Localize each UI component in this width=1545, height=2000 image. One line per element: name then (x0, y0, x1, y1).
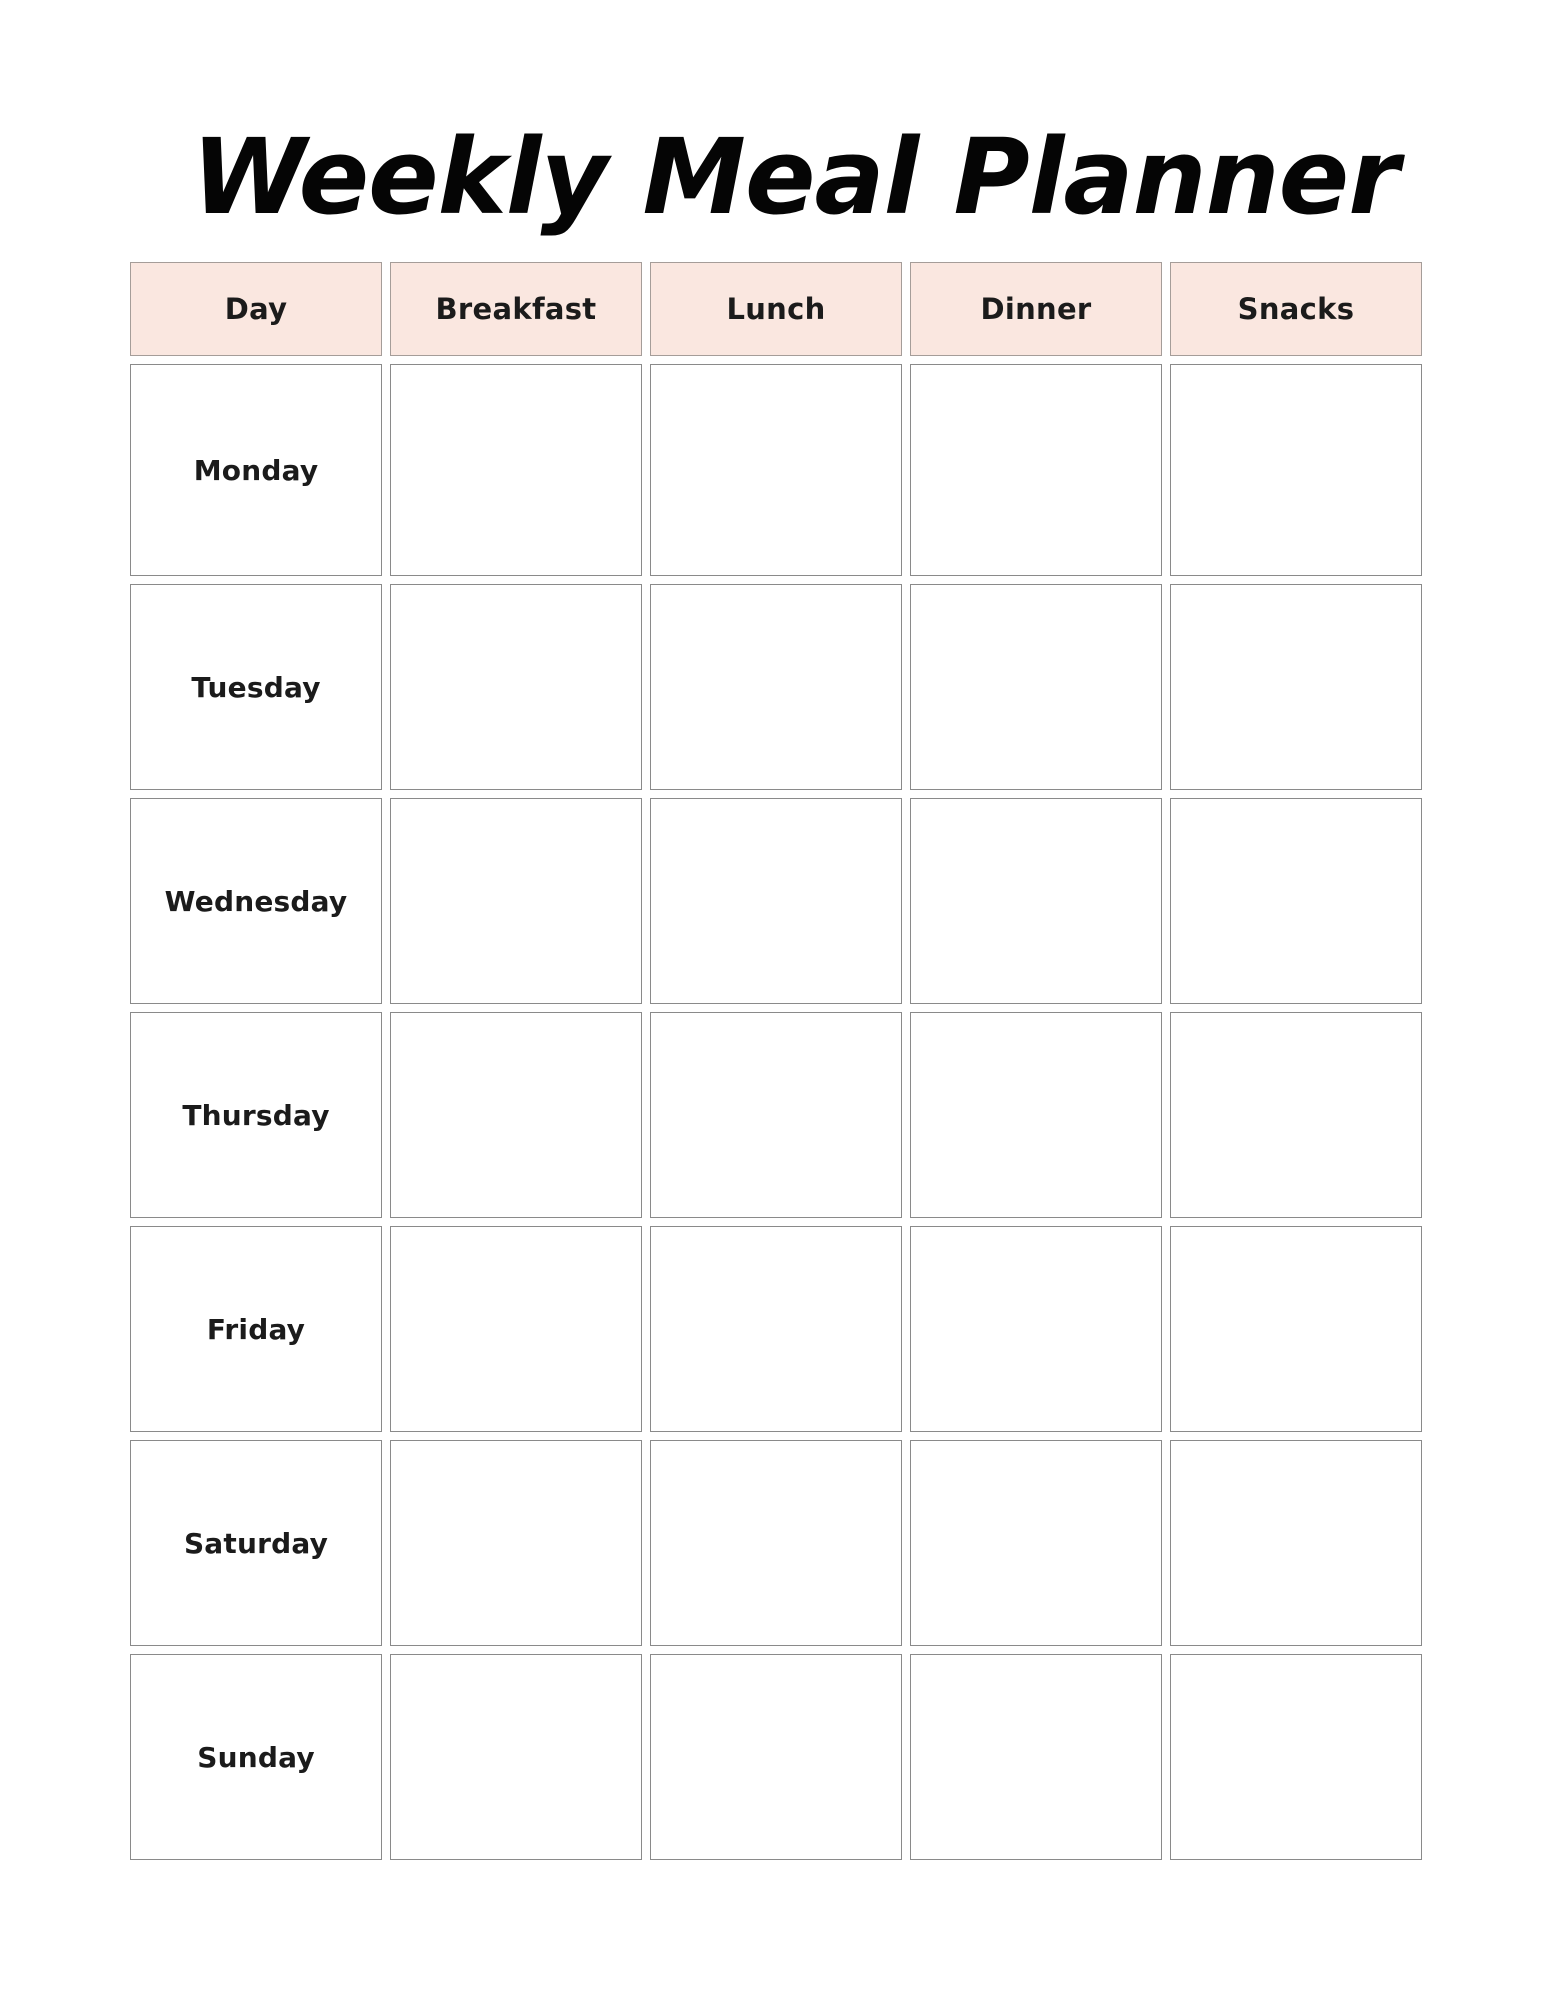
wednesday-dinner-cell[interactable] (910, 798, 1162, 1004)
sunday-dinner-cell[interactable] (910, 1654, 1162, 1860)
saturday-snacks-cell[interactable] (1170, 1440, 1422, 1646)
meal-planner-table (130, 262, 1422, 1860)
saturday-lunch-cell[interactable] (650, 1440, 902, 1646)
thursday-lunch-cell[interactable] (650, 1012, 902, 1218)
friday-dinner-cell[interactable] (910, 1226, 1162, 1432)
day-label-thursday: Thursday (130, 1012, 382, 1218)
wednesday-breakfast-cell[interactable] (390, 798, 642, 1004)
friday-breakfast-cell[interactable] (390, 1226, 642, 1432)
saturday-breakfast-cell[interactable] (390, 1440, 642, 1646)
thursday-breakfast-cell[interactable] (390, 1012, 642, 1218)
sunday-lunch-cell[interactable] (650, 1654, 902, 1860)
day-label-monday: Monday (130, 364, 382, 576)
monday-snacks-cell[interactable] (1170, 364, 1422, 576)
day-label-saturday: Saturday (130, 1440, 382, 1646)
sunday-breakfast-cell[interactable] (390, 1654, 642, 1860)
thursday-snacks-cell[interactable] (1170, 1012, 1422, 1218)
column-header-breakfast: Breakfast (390, 262, 642, 356)
friday-lunch-cell[interactable] (650, 1226, 902, 1432)
day-label-sunday: Sunday (130, 1654, 382, 1860)
tuesday-lunch-cell[interactable] (650, 584, 902, 790)
day-label-friday: Friday (130, 1226, 382, 1432)
wednesday-snacks-cell[interactable] (1170, 798, 1422, 1004)
tuesday-dinner-cell[interactable] (910, 584, 1162, 790)
column-header-lunch: Lunch (650, 262, 902, 356)
monday-breakfast-cell[interactable] (390, 364, 642, 576)
wednesday-lunch-cell[interactable] (650, 798, 902, 1004)
page-title: Weekly Meal Planner (191, 116, 1399, 238)
thursday-dinner-cell[interactable] (910, 1012, 1162, 1218)
sunday-snacks-cell[interactable] (1170, 1654, 1422, 1860)
monday-dinner-cell[interactable] (910, 364, 1162, 576)
column-header-dinner: Dinner (910, 262, 1162, 356)
column-header-snacks: Snacks (1170, 262, 1422, 356)
column-header-day: Day (130, 262, 382, 356)
monday-lunch-cell[interactable] (650, 364, 902, 576)
day-label-tuesday: Tuesday (130, 584, 382, 790)
saturday-dinner-cell[interactable] (910, 1440, 1162, 1646)
friday-snacks-cell[interactable] (1170, 1226, 1422, 1432)
tuesday-breakfast-cell[interactable] (390, 584, 642, 790)
tuesday-snacks-cell[interactable] (1170, 584, 1422, 790)
day-label-wednesday: Wednesday (130, 798, 382, 1004)
